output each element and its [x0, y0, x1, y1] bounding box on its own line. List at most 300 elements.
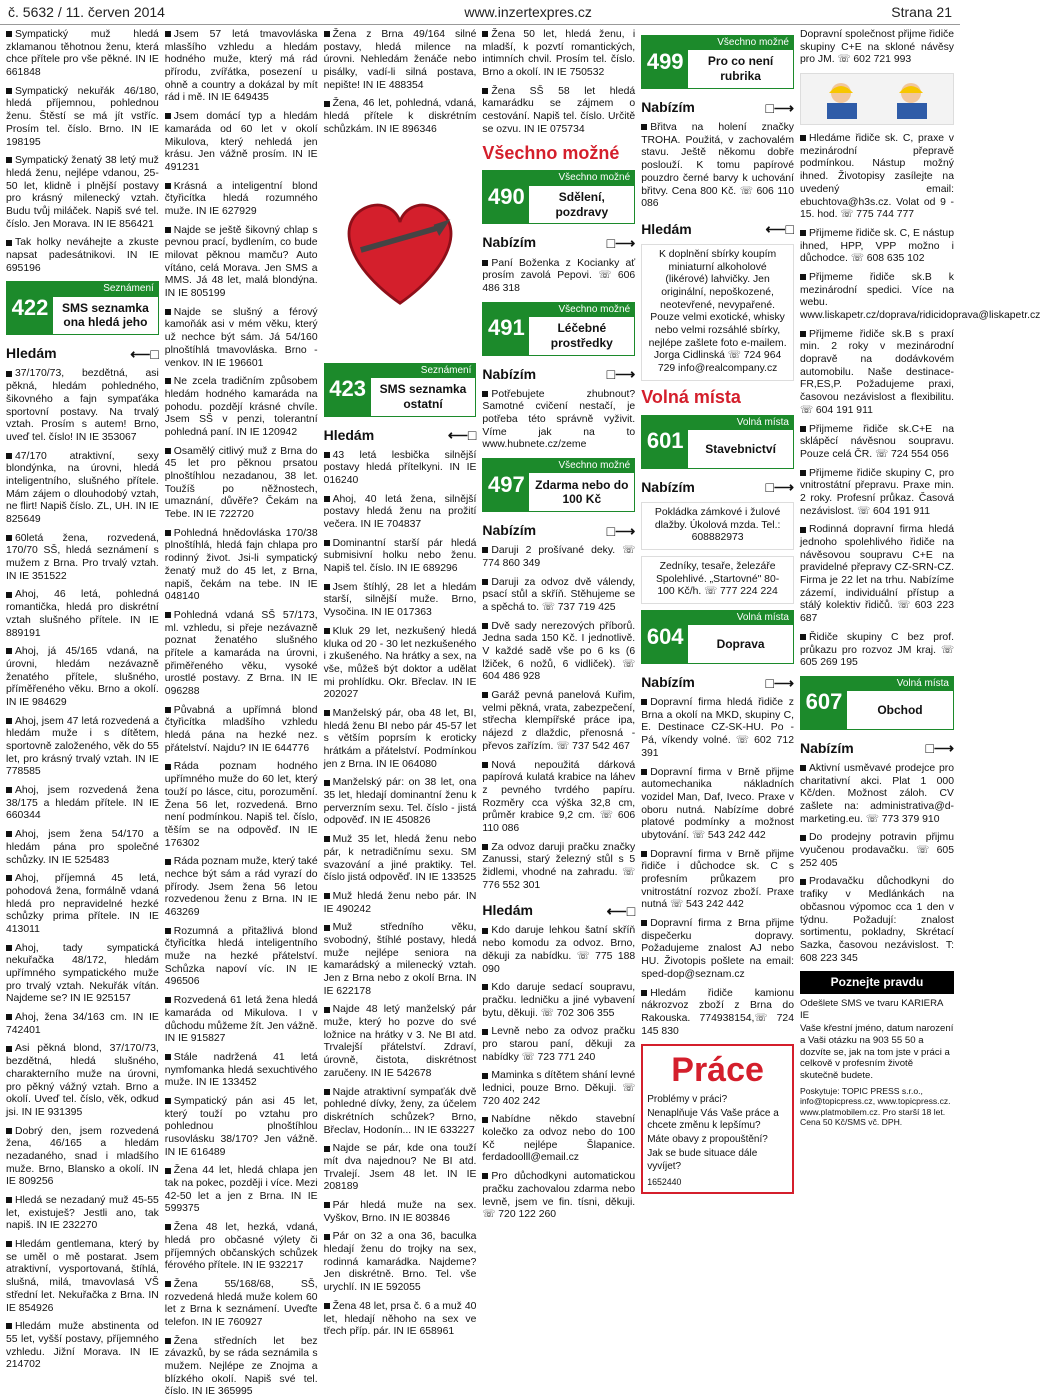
promo-line: Vaše křestní jméno, datum narození a Vaši otázku na 903 55 50 a dozvíte se, jak na tom jste v práci a celkově v profesním životě skutečně budete.	[799, 1023, 954, 1082]
label-text: Nabízím	[482, 522, 537, 539]
ad-text: Dobrý den, jsem rozvedená žena, 46/165 a hledám nezadaného, snad i mladšího muže. Brno, Blansko a okolí. IN IE 809256	[6, 1125, 159, 1188]
section-right	[371, 364, 476, 416]
section-right	[847, 677, 953, 729]
ad-text: Hledám gentlemana, který by se uměl o mě postarat. Jsem atraktivní, vysportovaná, štíhlá, slušná, milá, tmavovlasá VŠ střední let. Nekuřačka z Brna. IN IE 854926	[6, 1239, 159, 1314]
section-title: Zdarma nebo do 100 Kč	[535, 477, 629, 507]
ad-item	[6, 1126, 159, 1189]
label-hledam	[482, 902, 635, 919]
ad-text: Žena 48 let, prsa č. 6 a muž 40 let, hledají něhoho na sex ve třech příp. pár. IN IE 658961	[323, 1300, 477, 1338]
ad-text: Přijmeme řidiče sk.B s praxí min. 2 roky v mezinárodní dopravě na dodávkovém automobilu. Naše destinace-FR,ES,P. Požadujeme praxi, časovou nezávislost a flexibilitu. ☏ 604 191 911	[799, 328, 954, 416]
label-nabizim	[641, 479, 794, 496]
ad-text: Rozumná a přitažlivá blond čtyřicítka hledá inteligentního muže na hezké přátelství. Schůzka napoví víc. IN IE 496506	[164, 925, 318, 988]
ad-item	[324, 1087, 477, 1138]
ad-text: Přijmeme řidiče sk. C, E nástup ihned, HPP, VPP možno i důchodce. ☏ 608 635 102	[799, 227, 954, 265]
ad-item	[641, 849, 794, 912]
ad-text: Ahoj, žena 34/163 cm. IN IE 742401	[6, 1012, 159, 1036]
bullet-square	[6, 157, 12, 163]
arrow-left-icon: ⟵□	[606, 902, 636, 919]
ad-text: Daruji 2 prošívané deky. ☏ 774 860 349	[482, 545, 636, 569]
ad-item	[800, 133, 954, 222]
label-text: Hledám	[641, 220, 692, 237]
bullet-square	[6, 453, 12, 459]
ad-item	[6, 86, 159, 149]
bullet-square	[482, 547, 488, 553]
ad-item	[165, 181, 318, 219]
section-tag: Volná místa	[847, 677, 953, 691]
ad-text: Ráda poznam muže, který také nechce být sám a rád vyrazí do přírody. Jsem žena 56 letou rozvedenou ženu z Brna. IN IE 463269	[164, 856, 318, 918]
ad-text: Přijmeme řidiče sk.B k mezinárodní spedici. Více na webu. www.liskapetr.cz/doprava/ridicidoprava@liskapetr.cz	[799, 271, 1040, 321]
ad-item	[165, 610, 318, 699]
bullet-square	[6, 648, 12, 654]
bullet-square	[324, 710, 330, 716]
bullet-square	[800, 527, 806, 533]
label-nabizim	[800, 740, 954, 757]
bullet-square	[165, 448, 171, 454]
ad-item	[800, 468, 954, 519]
section-box	[482, 170, 635, 224]
ad-text: Nová nepoužitá dárková papírová kulatá krabice na láhev z pevného tvrdého papíru. Rozměry cca výška 32,8 cm, průměr krabice 9,2 cm. ☏ 606 110 086	[482, 759, 636, 834]
ad-491	[482, 389, 635, 452]
ad-text: Žena středních let bez závazků, by se ráda seznámila s mužem. Nejlépe ze Znojma a blízkého okolí. Napiš své tel. číslo. IN IE 365995	[164, 1335, 318, 1398]
bullet-square	[800, 470, 806, 476]
arrow-right-icon: □⟶	[606, 366, 636, 383]
ad-text: Najde se ještě šikovný chlap s pevnou prací, bydlením, co bude milovat pěknou mamču? Auto vítáno, celá Morava. Jen SMS a MMS. Já 48 let, malá blondýna. IN IE 805199	[164, 224, 318, 300]
promo-line: Máte obavy z propouštění?	[647, 1134, 768, 1146]
ad-text: Sympatický nekuřák 46/180, hledá příjemnou, pohlednou ženu. Štěstí se má jít vstříc. Prosím tel. číslo. Brno. IN IE 198195	[6, 85, 159, 148]
ad-item	[482, 690, 635, 753]
bullet-square	[800, 331, 806, 337]
ad-item	[6, 829, 159, 867]
ad-text: Pokládka zámkové i žulové dlažby. Úkolová mzda. Tel.: 608882973	[654, 506, 781, 544]
ad-text: Muž 35 let, hledá ženu nebo pár, k netradičnímu sexu. SM svazování a jiné praktiky. Tel. číslo jistá odpověď. IN IE 133525	[323, 834, 477, 884]
label-text: Nabízím	[641, 674, 695, 690]
ad-text: Ahoj, 46 letá, pohledná romantička, hledá pro diskrétní vztah slušného přítele. IN IE 889191	[6, 589, 159, 639]
bullet-square	[482, 762, 488, 768]
arrow-right-icon: □⟶	[765, 674, 794, 691]
ad-text: Řidiče skupiny C bez prof. průkazu pro rozvoz JM kraj. ☏ 605 269 195	[799, 631, 954, 669]
bullet-square	[482, 1117, 488, 1123]
bullet-square	[6, 1323, 12, 1329]
bullet-square	[800, 879, 806, 885]
arrow-right-icon: □⟶	[606, 234, 636, 251]
heart-icon	[324, 145, 477, 355]
ad-text: Přijmeme řidiče skupiny C, pro vnitrostátní přepravu. Praxe min. 2 roky. Profesní průkaz. Časová nezávislost. ☏ 604 191 911	[799, 467, 954, 517]
label-nabizim	[482, 234, 635, 251]
ad-text: Manželský pár: on 38 let, ona 35 let, hledají dominantní ženu k perverzním sexu. Tel. číslo - jistá odpověď. IN IE 450826	[323, 777, 477, 827]
collector-box	[641, 244, 794, 381]
bullet-square	[482, 692, 488, 698]
ad-text: Půvabná a upřímná blond čtyřicítka mladšího vzhledu hledá pána na hezké nez. přátelství. Najdu? IN IE 644776	[164, 704, 318, 754]
ad-item	[482, 1070, 635, 1108]
ad-text: Žena 50 let, hledá ženu, i mladší, k pozvtí romantických, intimních chvil. Prosím tel. číslo. Brno a okolí. IN IE 750532	[482, 29, 636, 79]
promo-title: Práce	[671, 1051, 764, 1090]
arrow-left-icon: ⟵□	[130, 345, 159, 362]
ad-text: Žena z Brna 49/164 silné postavy, hledá milence na úrovni. Nehledám ženáče nebo pisálky, vadí-li silná postava, nepište! IN IE 488354	[323, 29, 477, 91]
label-hledam	[6, 345, 159, 362]
bullet-square	[482, 984, 488, 990]
ad-text: Hledám řidiče kamionu nákrozvoz zboží z Brna do Rakouska. 774938154,☏ 724 145 830	[641, 987, 794, 1037]
ad-item	[165, 446, 318, 522]
ad-item	[165, 1336, 318, 1399]
ad-item	[800, 228, 954, 266]
bullet-square	[6, 1241, 12, 1247]
bullet-square	[641, 920, 647, 926]
bullet-square	[800, 765, 806, 771]
section-tag: Všechno možné	[529, 303, 634, 317]
ad-text: Maminka s dítětem shání levné lednici, pouze Brno. Děkuji. ☏ 720 402 242	[482, 1070, 636, 1107]
label-hledam	[324, 427, 477, 444]
section-607	[800, 676, 954, 757]
section-422	[6, 281, 159, 362]
ad-text: Jsem domácí typ a hledám kamaráda od 60 let v okolí Mikulova, který nehledá jen krásu. Jen vážně prosím. IN IE 491231	[164, 111, 318, 173]
ad-499	[641, 122, 794, 211]
ad-text: Asi pěkná blond, 37/170/73, bezdětná, hledá slušného, charakterního muže na úrovni, pro pěkný vážný vztah. Brno a okolí. Uveď tel. číslo, věk, odkud jsi. IN IE 931395	[6, 1043, 159, 1118]
ad-item	[165, 1096, 318, 1159]
ad-item	[641, 988, 794, 1039]
ad-item	[165, 1279, 318, 1330]
bullet-square	[641, 851, 647, 857]
ad-text: Stále nadržená 41 letá nymfomanka hledá sexuchtivého muže. IN IE 133452	[164, 1051, 318, 1089]
bullet-square	[165, 530, 171, 536]
section-tag: Volná místa	[688, 611, 793, 625]
ad-item	[6, 646, 159, 709]
ad-item	[165, 1052, 318, 1090]
ad-text: Zedníky, tesaře, železáře Spolehlivé. „Startovné" 80-100 Kč/h. ☏ 777 224 224	[655, 560, 780, 598]
ad-item	[324, 1231, 477, 1294]
ad-text: Prodavačku důchodkyni do trafiky v Medlánkách na občasnou výpomoc cca 1 den v týdnu. Požadují: znalost sortimentu, pokladny, Skrétací Sazka, časovou nezávislost. T: 608 223 345	[799, 876, 954, 964]
label-nabizim	[641, 674, 794, 691]
bullet-square	[641, 699, 647, 705]
box-text: K doplnění sbírky koupím miniaturní alkoholové (likérové) lahvičky. Jen originální, nepoškozené, neotevřené, nevypařené. Pouze velmi exotické, whisky nebo velmi rozsáhlé sbírky, nejlépe zašlete foto e-mailem. Jorga Cidlinská ☏ 724 964 729 info@realcompany.cz	[648, 248, 787, 375]
poznejte-banner	[800, 971, 954, 994]
bullet-square	[324, 893, 330, 899]
ad-text: Sympatický pán asi 45 let, který touží po vztahu pro pohlednou plnoštíhlou rusovlásku 38/170? Jen vážně. IN IE 616489	[164, 1095, 318, 1158]
ad-item	[482, 545, 635, 570]
bullet-square	[324, 1089, 330, 1095]
ad-text: Pohledná vdaná SŠ 57/173, ml. vzhledu, si přeje nezávazně poznat ženatého slušného přítele a kamaráda na úrovni, přiměřeného věku, vysoké urostlé postavy. Z Brna. IN IE 096288	[164, 609, 318, 697]
bullet-square	[165, 997, 171, 1003]
site-url[interactable]: www.inzertexpres.cz	[464, 4, 592, 20]
bullet-square	[6, 371, 12, 377]
ad-item	[324, 777, 477, 828]
bullet-square	[6, 535, 12, 541]
ad-text: Nabídne někdo stavební kolečko za odvoz nebo do 100 Kč nejlépe Šlapanice. ferdadoolll@email.cz	[482, 1114, 636, 1164]
ad-item	[6, 1012, 159, 1037]
section-490	[482, 170, 635, 251]
section-right	[529, 459, 634, 511]
ad-text: Hledám muže abstinenta od 55 let, vyšší postavy, příjemného vzhledu. Jižní Morava. IN IE 214702	[6, 1321, 159, 1371]
ad-item	[324, 538, 477, 576]
ad-item	[800, 832, 954, 870]
ad-item	[324, 1301, 477, 1339]
bullet-square	[165, 928, 171, 934]
section-number: 422	[7, 282, 53, 334]
ad-text: Dopravní firma v Brně přijme řidiče i důchodce sk. C s profesním průkazem pro vnitrostátní rozvoz zboží. Praxe nutná ☏ 543 242 442	[641, 848, 794, 911]
arrow-right-icon: □⟶	[606, 522, 636, 539]
group-heading: Všechno možné	[482, 142, 620, 163]
ad-text: Kdo daruje sedací soupravu, pračku. ledničku a jiné vybavení bytu, děkuji. ☏ 702 306 355	[482, 982, 636, 1019]
bullet-square	[165, 378, 171, 384]
ad-text: Kluk 29 let, nezkušený hledá kluka od 20 - 30 let nezkušeného i zkušeného. Na hrátky a sex, na vše, můžeš být doktor a udělat mi prohlídku. Okr. Břeclav. IN IE 202027	[323, 625, 477, 701]
bullet-square	[482, 31, 488, 37]
bullet-square	[800, 230, 806, 236]
ad-text: Dopravní firma z Brna přijme dispečerku dopravy. Požadujeme znalost AJ nebo HU. Životopis pošlete na email: sped-dop@seznam.cz	[641, 918, 794, 980]
ad-item	[6, 1043, 159, 1119]
ad-item	[6, 716, 159, 779]
bullet-square	[641, 990, 647, 996]
ad-text: Muž středního věku, svobodný, štíhlé postavy, hledá muže nejlépe seniora na kamarádský a milenecký vztah. Jen z Brna nebo z okolí Brna. IN IE 622178	[323, 922, 477, 997]
bullet-square	[165, 1338, 171, 1344]
bullet-square	[324, 496, 330, 502]
bullet-square	[6, 31, 12, 37]
ad-text: Ne zcela tradičním způsobem hledám hodného kamaráda na pohodu. pozdějí krásné chvíle. Jsem SŠ v penzi, tolerantní pohledná paní. IN IE 120942	[164, 376, 318, 438]
column-1	[6, 29, 159, 1371]
ad-item	[324, 29, 477, 92]
ad-item	[6, 1239, 159, 1315]
ad-text: Potřebujete zhubnout? Samotné cvičení nestačí, je potřeba této správně vyživit. Víme jak na to www.hubnete.cz/zeme	[482, 388, 636, 451]
ad-text: Tak holky neváhejte a zkuste napsat padesátnikovi. IN IE 695196	[6, 237, 159, 274]
ad-item	[482, 1114, 635, 1165]
ad-text: Přijmeme řidiče sk.C+E na sklápěcí návěsnou soupravu. Pouze celá ČR. ☏ 724 554 056	[799, 423, 954, 460]
bullet-square	[324, 101, 330, 107]
arrow-right-icon: □⟶	[765, 99, 794, 116]
ad-item	[165, 926, 318, 989]
ad-item	[6, 943, 159, 1006]
ad-item	[641, 767, 794, 843]
bullet-square	[324, 628, 330, 634]
bullet-square	[482, 1173, 488, 1179]
label-text: Hledám	[482, 902, 533, 919]
promo-code: 1652440	[647, 1176, 682, 1187]
ad-text: Dominantní starší pár hledá submisivní holku nebo ženu. Napiš tel. číslo. IN IE 689296	[323, 537, 477, 575]
ad-item	[482, 1171, 635, 1222]
ad-item	[165, 528, 318, 604]
page-number: Strana 21	[891, 4, 952, 20]
section-title: Sdělení, pozdravy	[555, 189, 609, 219]
ad-text: Ahoj, tady sympatická nekuřačka 48/172, hledám upřímného sympatického muže pro trvalý vztah. Nekuřák vítán. Najdeme se? IN IE 925157	[6, 942, 159, 1005]
ad-item	[324, 922, 477, 998]
bullet-square	[165, 707, 171, 713]
bullet-square	[800, 274, 806, 280]
arrow-right-icon: □⟶	[765, 479, 794, 496]
section-number: 601	[642, 416, 688, 468]
section-box	[482, 302, 635, 356]
ad-item	[6, 1321, 159, 1372]
ad-text: Manželský pár, oba 48 let, BI, hledá ženu BI nebo pár 45-57 let s větším poprsím k eroticky hrátkám a přátelství. Podmínkou jen z Brna. IN IE 064080	[323, 707, 477, 770]
bullet-square	[482, 1073, 488, 1079]
ad-item	[6, 237, 159, 275]
ad-text: Garáž pevná panelová Kuřim, velmi pěkná, vrata, zabezpečení, střecha klempířské práce ipa, nájezd z dlaždic, přenosná - převos zařízím. ☏ 737 542 467	[482, 690, 636, 752]
ad-text: 43 letá lesbička silnější postavy hledá přítelkyni. IN IE 016240	[323, 449, 477, 486]
bullet-square	[6, 945, 12, 951]
section-number: 497	[483, 459, 529, 511]
section-title: Léčebné prostředky	[550, 321, 613, 350]
promo-line: Jak se bude situace dále vyvíjet?	[647, 1148, 758, 1172]
ad-text: Ahoj, 40 letá žena, silnější postavy hledá ženu na prožití večera. IN IE 704837	[323, 493, 477, 531]
ad-text: Kdo daruje lehkou šatní skříň nebo komodu za odvoz. Brno, děkuji za nabídku. ☏ 775 188 090	[482, 925, 636, 975]
bullet-square	[165, 859, 171, 865]
bullet-square	[482, 844, 488, 850]
ad-text: Ráda poznam hodného upřímného muže do 60 let, který touží po lásce, citu, porozumění. Žena 56 let, rozvedená. Brno není podmínkou. Napiš tel. číslo, těším se na odpověď. IN IE 176302	[164, 761, 318, 849]
ad-text: Rodinná dopravní firma hledá jednoho spolehlivého řidiče na návěsovou soupravu C+E na pravidelné přepravy CZ-SRN-CZ. Firma je 22 let na trhu. Nabízíme zázemí, individuální přístup a stálý kolektiv řidičů. ☏ 603 223 687	[799, 524, 954, 625]
ad-text: Ahoj, jsem žena 54/170 a hledám pána pro společné schůzky. IN IE 525483	[6, 829, 159, 866]
group-heading: Volná místa	[641, 386, 741, 407]
section-title: Doprava	[716, 636, 765, 651]
ad-601b	[641, 556, 794, 604]
bullet-square	[165, 113, 171, 119]
section-box	[641, 35, 794, 89]
label-text: Nabízím	[641, 478, 695, 495]
issue-date: č. 5632 / 11. červen 2014	[8, 4, 165, 20]
column-4	[482, 29, 635, 1323]
ad-601a	[641, 502, 794, 550]
ad-item	[165, 761, 318, 850]
bullet-square	[6, 875, 12, 881]
ad-item	[324, 98, 477, 136]
ad-item	[165, 376, 318, 439]
bullet-square	[165, 309, 171, 315]
section-right	[529, 303, 634, 355]
section-491	[482, 302, 635, 383]
ad-text: Žena 44 let, hledá chlapa jen tak na pokec, později i více. Mezi 42-50 let a jen z Brna. IN IE 599375	[164, 1165, 318, 1215]
section-box	[800, 676, 954, 730]
section-right	[53, 282, 158, 334]
ad-item	[6, 785, 159, 823]
section-tag: Všechno možné	[529, 459, 634, 473]
arrow-right-icon: □⟶	[925, 740, 954, 757]
ad-item	[165, 1165, 318, 1216]
ad-item	[165, 307, 318, 370]
ad-text: Pro důchodkyni automatickou pračku zachovalou zdarma nebo levně, jsem ve fin. tísni, děkuji. ☏ 720 122 260	[482, 1171, 636, 1221]
bullet-square	[165, 227, 171, 233]
ad-item	[324, 494, 477, 532]
section-title: Stavebnictví	[705, 441, 776, 456]
column-3	[323, 29, 477, 1338]
bullet-square	[324, 780, 330, 786]
banner-text: Poznejte pravdu	[830, 975, 924, 990]
bullet-square	[165, 1054, 171, 1060]
bullet-square	[165, 1281, 171, 1287]
ad-item	[641, 918, 794, 981]
ad-text: Dopravní firma v Brně přijme automechanika nákladních vozidel Man, Daf, Iveco. Praxe v oboru nutná. Nabízíme dobré platové podmínky a možnost ubytování. ☏ 543 242 442	[641, 766, 794, 841]
ad-text: Žena, 46 let, pohledná, vdaná, hledá přítele k diskrétním schůzkám. IN IE 896346	[323, 98, 477, 135]
section-right	[688, 611, 793, 663]
bullet-square	[800, 835, 806, 841]
ad-text: Ahoj, příjemná 45 letá, pohodová žena, formálně vdaná hledá pro nepravidelné hezké schůzky prima přítele. IN IE 413011	[6, 873, 159, 935]
label-nabizim	[641, 99, 794, 116]
bullet-square	[6, 1128, 12, 1134]
section-tag: Volná místa	[688, 416, 793, 430]
ad-item	[800, 424, 954, 462]
label-text: Nabízím	[641, 99, 695, 115]
bullet-square	[6, 88, 12, 94]
ad-text: Levně nebo za odvoz pračku pro starou paní, děkuji za nabídky ☏ 723 771 240	[482, 1026, 636, 1063]
column-6	[799, 29, 1040, 1323]
label-text: Nabízím	[799, 739, 854, 756]
ad-item	[6, 873, 159, 936]
prace-promo	[641, 1044, 794, 1193]
ad-text: Hledáme řidiče sk. C, praxe v mezinárodní přepravě podmínkou. Nástup možný ihned. Životopisy zasílejte na uvedený email: ebuchtova@h3s.cz. Volat od 9 - 15. hod. ☏ 775 744 777	[799, 133, 954, 221]
bullet-square	[6, 1014, 12, 1020]
ad-item	[324, 626, 477, 702]
bullet-square	[482, 579, 488, 585]
label-nabizim	[482, 366, 635, 383]
ad-text: Najde atraktivní sympaťák dvě pohledné dívky, ženy, za účelem diskrétních schůzek? Brno, Břeclav, Hodonín... IN IE 633227	[323, 1086, 477, 1136]
ad-text: Paní Boženka z Kocianky ať prosím zavolá Pepovi. ☏ 606 486 318	[482, 257, 636, 294]
ad-item	[324, 1004, 477, 1080]
ad-text: Daruji za odvoz dvě válendy, psací stůl a skříň. Stěhujeme se a spěchá to. ☏ 737 719 425	[482, 576, 636, 613]
ad-text: Najde se slušný a férový kamoňák asi v mém věku, který už nechce být sám. Já 54/160 plnoštíhlá tmavovláska. Brno - venkov. IN IE 196601	[164, 306, 318, 369]
section-title: SMS seznamka ostatní	[379, 381, 467, 411]
label-text: Hledám	[6, 345, 57, 362]
column-5	[641, 29, 794, 1323]
ad-text: Jsem 57 letá tmavovláska mlasšího vzhledu a hledám hodného muže, který má rád přírodu, zvířátka, posezení u ohně a country a dokázal by mít rád i mě. IN IE 649435	[164, 29, 318, 104]
bullet-square	[6, 592, 12, 598]
section-box	[641, 610, 794, 664]
section-right	[529, 171, 634, 223]
ad-text: Najde se pár, kde ona touží mít dva najednou? Ne BI atd. Trvalejí. Jsem 48 let. IN IE 208189	[323, 1143, 477, 1193]
section-box	[324, 363, 477, 417]
ad-text: Ahoj, jsem rozvedená žena 38/175 a hledám přítele. IN IE 660344	[6, 785, 159, 822]
bullet-square	[482, 623, 488, 629]
bullet-square	[165, 1168, 171, 1174]
ad-item	[800, 329, 954, 418]
label-nabizim	[482, 522, 635, 539]
bullet-square	[165, 1098, 171, 1104]
ad-text: Hledá se nezadaný muž 45-55 let, existuješ? Jestli ano, tak napiš. IN IE 232270	[6, 1195, 159, 1232]
ad-item	[165, 1222, 318, 1273]
bullet-square	[324, 584, 330, 590]
section-number: 499	[642, 36, 688, 88]
ad-text: Ahoj, já 45/165 vdaná, na úrovni, hledám nezávazně ženatého přítele, slušného, příměřeného věku. Brno a okolí. IN IE 984629	[6, 646, 159, 708]
ad-text: Ahoj, jsem 47 letá rozvedená a hledám muže i s dítětem, sportovně založeného, věk do 55 let, pro krásný trvalý vztah. IN IE 778585	[6, 715, 159, 778]
bullet-square	[6, 787, 12, 793]
section-number: 491	[483, 303, 529, 355]
ad-item	[324, 708, 477, 771]
bullet-square	[324, 452, 330, 458]
bullet-square	[482, 88, 488, 94]
ad-text: Dopravní společnost přijme řidiče skupiny C+E na skloné návěsy pro JM. ☏ 602 721 993	[799, 29, 954, 66]
bullet-square	[324, 1202, 330, 1208]
ad-item	[6, 29, 159, 80]
ad-item	[482, 577, 635, 615]
bullet-square	[324, 1146, 330, 1152]
section-number: 423	[325, 364, 371, 416]
ad-item	[324, 450, 477, 488]
ad-item	[482, 621, 635, 684]
bullet-square	[324, 836, 330, 842]
ad-item	[482, 760, 635, 836]
bullet-square	[6, 1046, 12, 1052]
promo-line: Nenaplňuje Vás Vaše práce a chcete změnu k lepšímu?	[647, 1107, 779, 1132]
bullet-square	[165, 1224, 171, 1230]
bullet-square	[6, 240, 12, 246]
ad-item	[6, 1195, 159, 1233]
ad-490	[482, 258, 635, 296]
ad-item	[6, 155, 159, 231]
worker-icon	[807, 77, 947, 121]
ad-text: Pár hledá muže na sex. Vyškov, Brno. IN IE 803846	[323, 1200, 477, 1224]
section-601	[641, 415, 794, 496]
bullet-square	[165, 31, 171, 37]
bullet-square	[6, 1197, 12, 1203]
bullet-square	[324, 1303, 330, 1309]
ad-text: Krásná a inteligentní blond čtyřicítka hledá rozumného muže. IN IE 627929	[164, 180, 318, 217]
ad-item	[165, 111, 318, 174]
bullet-square	[324, 1234, 330, 1240]
ad-item	[799, 271, 1040, 323]
ad-item	[165, 705, 318, 756]
